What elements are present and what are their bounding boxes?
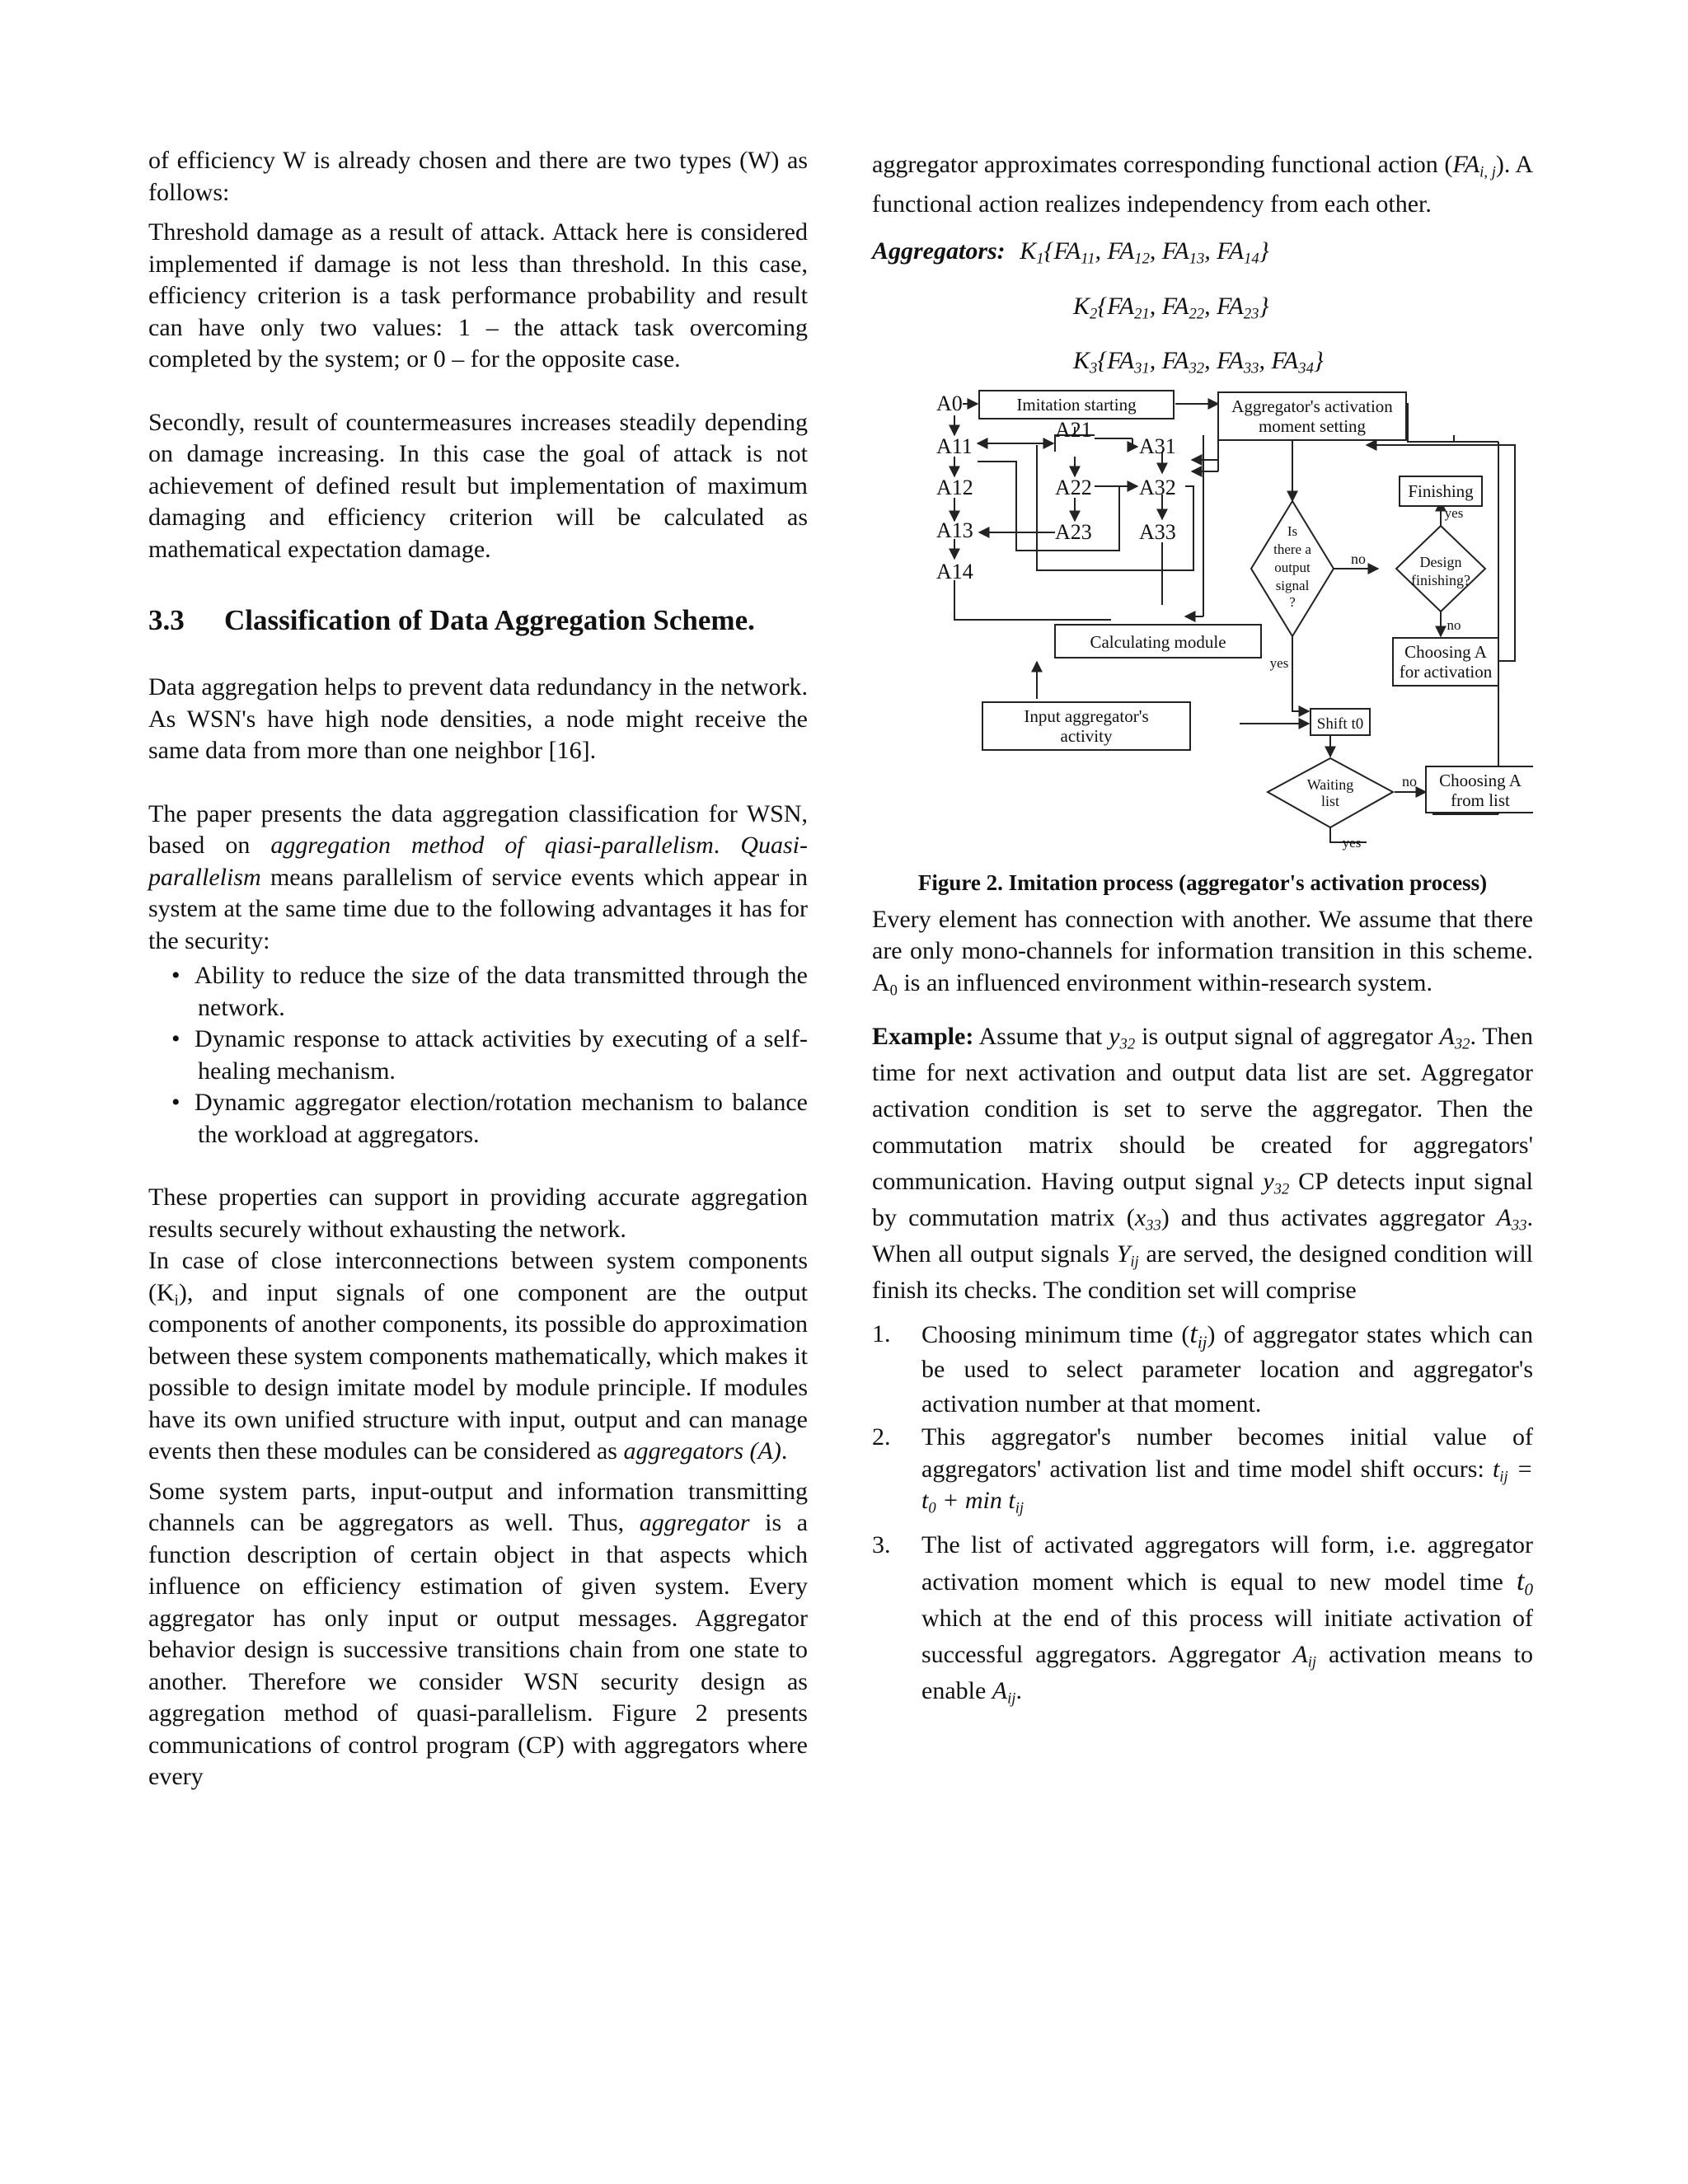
math-x33: $x_{33}$ — [1134, 1204, 1161, 1235]
label-activation-moment-1: Aggregator's activation — [1231, 396, 1393, 416]
label-shift-t0: Shift t0 — [1316, 715, 1364, 733]
aggregators-label: Aggregators: — [872, 237, 1006, 265]
list-number: 1. — [872, 1320, 891, 1347]
condition-3-text-c: activation means to enable — [921, 1640, 1533, 1704]
label-choosing-a-2: for activation — [1399, 661, 1493, 682]
label-is-4: signal — [1275, 577, 1310, 593]
paragraph-countermeasures: Secondly, result of countermeasures increases steadily depending on damage increasing. In this case the goal of attack is not achievement of defined result but implementation of maximum damaging and efficiency criterion will be calculated as mathematical expectation damage. — [148, 408, 808, 563]
condition-3-text-d: . — [1015, 1676, 1022, 1704]
paragraph-classification — [148, 799, 808, 958]
example-text-a: Assume that — [973, 1023, 1109, 1050]
connections-text-b: is an influenced environment within-research system. — [897, 968, 1432, 996]
classification-text-b: . — [713, 832, 741, 859]
label-a33: A33 — [1139, 519, 1176, 544]
label-finishing: Finishing — [1408, 480, 1474, 501]
example-text-b: is output signal of aggregator — [1135, 1023, 1440, 1050]
aggregators-k1-row — [872, 236, 1533, 268]
label-a13: A13 — [936, 518, 973, 542]
paragraph-threshold-damage: Threshold damage as a result of attack. Attack here is considered implemented if damage is not less than threshold. In this case, efficiency criterion is a task performance probability and result can have only two values: 1 – the attack task overcoming completed by the system; or 0 – for the opposite case. — [148, 218, 808, 373]
system-parts-text-a: Some system parts, input-output and information transmitting channels can be aggregators as well. Thus, — [148, 1477, 808, 1536]
paragraph-efficiency-types: of efficiency W is already chosen and there are two types (W) as follows: — [148, 147, 808, 206]
math-time-shift: $t_{ij} = t_0 + \min t_{ij}$ — [921, 1455, 1533, 1517]
paragraph-connections — [872, 904, 1533, 1000]
paragraph-functional-action — [872, 145, 1533, 224]
classification-text-a: The paper presents the data aggregation classification for WSN, based on — [148, 799, 808, 859]
label-activation-moment-2: moment setting — [1258, 415, 1367, 436]
math-y32-b: $y_{32}$ — [1263, 1168, 1290, 1198]
math-k1: $K_1\{FA_{11}$, $FA_{12}$, $FA_{13}$, $FA_{14}$} — [1020, 237, 1269, 268]
aggregators-k2-row — [872, 291, 1533, 323]
list-item: • Ability to reduce the size of the data transmitted through the network. — [171, 962, 808, 1021]
interconnections-text-b: ), and input signals of one component are the output components of another components, its possible do approximation between these system components mathematically, which makes it possible to design imitate model by module principle. If modules have its own unified structure with input, output and can manage events then these modules can be considered as — [148, 1278, 808, 1465]
paragraph-interconnections — [148, 1245, 808, 1468]
label-input-activity-2: activity — [1060, 725, 1113, 746]
label-choosing-a-1: Choosing A — [1404, 641, 1487, 662]
bullet-text: Dynamic aggregator election/rotation mechanism to balance the workload at aggregators. — [195, 1089, 808, 1148]
label-waiting-2: list — [1320, 792, 1340, 809]
paragraph-data-aggregation: Data aggregation helps to prevent data redundancy in the network. As WSN's have high node densities, a node might receive the same data from more than one neighbor [16]. — [148, 673, 808, 764]
math-a33: $A_{33}$ — [1496, 1204, 1527, 1235]
classification-text-c: means parallelism of service events which appear in system at the same time due to the following advantages it has for the security: — [148, 863, 808, 954]
label-imitation-starting: Imitation starting — [1016, 394, 1137, 415]
math-a32: $A_{32}$ — [1439, 1023, 1470, 1053]
label-a14: A14 — [936, 559, 973, 583]
label-calculating-module: Calculating module — [1090, 631, 1226, 652]
label-a21: A21 — [1055, 417, 1092, 442]
classification-term-aggregation-method: aggregation method of qiasi-parallelism — [270, 832, 714, 859]
section-title: Classification of Data Aggregation Scheme. — [224, 604, 755, 636]
condition-3-text-b: which at the end of this process will initiate activation of successful aggregators. Aggregator — [921, 1604, 1533, 1668]
example-text-c: . Then time for next activation and output data list are set. Aggregator activation condition is set to serve the aggregator. Then the commutation matrix should be created for aggregators' communication. Having output signal — [872, 1023, 1533, 1195]
functional-action-text-a: aggregator approximates corresponding functional action ( — [872, 151, 1453, 178]
list-number: 2. — [872, 1423, 891, 1451]
condition-2-text-a: This aggregator's number becomes initial value of aggregators' activation list and time model shift occurs: — [921, 1423, 1533, 1483]
left-column — [148, 145, 808, 1793]
example-text-e: ) and thus activates aggregator — [1160, 1204, 1497, 1231]
list-item — [872, 1422, 1533, 1517]
label-no-3: no — [1402, 772, 1417, 790]
math-y32: $y_{32}$ — [1109, 1023, 1136, 1053]
interconnections-text-c: . — [781, 1437, 788, 1465]
interconnections-sub: i — [174, 1291, 179, 1310]
math-k2: $K_2\{FA_{21}$, $FA_{22}$, $FA_{23}$} — [1073, 292, 1269, 323]
imitation-process-diagram — [872, 386, 1533, 855]
term-aggregator: aggregator — [639, 1509, 750, 1536]
label-a0: A0 — [936, 391, 963, 415]
label-yes-3: yes — [1342, 834, 1362, 851]
condition-list — [872, 1317, 1533, 1709]
label-yes-2: yes — [1269, 654, 1289, 671]
math-t0: $t_0$ — [1517, 1565, 1533, 1599]
label-is-5: ? — [1289, 593, 1296, 610]
right-column — [872, 145, 1533, 1709]
label-waiting-1: Waiting — [1306, 776, 1354, 793]
advantages-list — [148, 960, 808, 1151]
bullet-text: Ability to reduce the size of the data transmitted through the network. — [195, 962, 808, 1021]
condition-1-text-b: ) of aggregator states which can be used to select parameter location and aggregator's activation number at that moment. — [921, 1321, 1533, 1418]
paragraph-properties: These properties can support in providing accurate aggregation results securely without exhausting the network. — [148, 1183, 808, 1243]
section-heading — [148, 602, 808, 639]
math-aij-b: $A_{ij}$ — [992, 1676, 1016, 1708]
condition-3-text-a: The list of activated aggregators will form, i.e. aggregator activation moment which is equal to new model time — [921, 1530, 1533, 1596]
list-item — [872, 1527, 1533, 1709]
label-design-1: Design — [1419, 553, 1462, 570]
example-label: Example: — [872, 1023, 974, 1050]
label-choosing-list-2: from list — [1451, 790, 1510, 810]
example-text-g: are served, the designed condition will finish its checks. The condition set will comprise — [872, 1240, 1534, 1304]
condition-1-text-a: Choosing minimum time ( — [921, 1321, 1190, 1348]
connections-sub: 0 — [889, 982, 898, 1000]
label-design-2: finishing? — [1411, 571, 1470, 588]
section-number: 3.3 — [148, 604, 185, 636]
connections-text-a: Every element has connection with another. We assume that there are only mono-channels for information transition in this scheme. A — [872, 905, 1533, 996]
math-yij: $Y_{ij}$ — [1116, 1240, 1139, 1271]
list-number: 3. — [872, 1530, 891, 1558]
figure-caption: Figure 2. Imitation process (aggregator's activation process) — [917, 869, 1488, 895]
figure-2 — [872, 386, 1533, 898]
label-is-3: output — [1274, 559, 1311, 575]
system-parts-text-b: is a function description of certain object in that aspects which influence on efficiency estimation of given system. Every aggregator has only input or output messages. Aggregator behavior design is successive transitions chain from one state to another. Therefore we consider WSN security design as aggregation method of quasi-parallelism. Figure 2 presents communications of control program (CP) with aggregators where every — [148, 1509, 809, 1790]
label-input-activity-1: Input aggregator's — [1024, 705, 1149, 726]
label-no-2: no — [1447, 616, 1461, 633]
label-yes-1: yes — [1444, 504, 1464, 521]
label-a11: A11 — [936, 434, 973, 458]
aggregators-k3-row — [872, 345, 1533, 377]
term-aggregators: aggregators (A) — [623, 1437, 781, 1465]
paragraph-example — [872, 1019, 1533, 1309]
label-a12: A12 — [936, 475, 973, 499]
math-k3: $K_3\{FA_{31}$, $FA_{32}$, $FA_{33}$, $FA_{34}$} — [1073, 347, 1324, 377]
label-choosing-list-1: Choosing A — [1439, 770, 1522, 790]
label-a23: A23 — [1055, 519, 1092, 544]
label-no-1: no — [1351, 550, 1366, 567]
label-is-1: Is — [1287, 523, 1298, 539]
label-is-2: there a — [1273, 541, 1311, 557]
list-item: • Dynamic response to attack activities by executing of a self-healing mechanism. — [171, 1025, 808, 1085]
classification-term-quasi-parallelism: Quasi-parallelism — [148, 832, 809, 891]
list-item: • Dynamic aggregator election/rotation mechanism to balance the workload at aggregators. — [171, 1089, 808, 1148]
math-fa-ij: $FA_{i, j}$ — [1452, 151, 1496, 181]
functional-action-text-b: ). A functional action realizes independency from each other. — [872, 151, 1533, 218]
math-tij: $t_{ij}$ — [1189, 1319, 1207, 1352]
example-text-d: CP detects input signal by commutation matrix ( — [872, 1168, 1533, 1231]
list-item — [872, 1317, 1533, 1422]
paragraph-system-parts — [148, 1476, 808, 1793]
label-a32: A32 — [1139, 475, 1176, 499]
interconnections-text-a: In case of close interconnections between system components (K — [148, 1247, 808, 1306]
label-a31: A31 — [1139, 434, 1176, 458]
example-text-f: . When all output signals — [872, 1204, 1533, 1268]
math-aij: $A_{ij}$ — [1292, 1640, 1317, 1671]
label-a22: A22 — [1055, 475, 1092, 499]
bullet-text: Dynamic response to attack activities by executing of a self-healing mechanism. — [195, 1025, 808, 1085]
